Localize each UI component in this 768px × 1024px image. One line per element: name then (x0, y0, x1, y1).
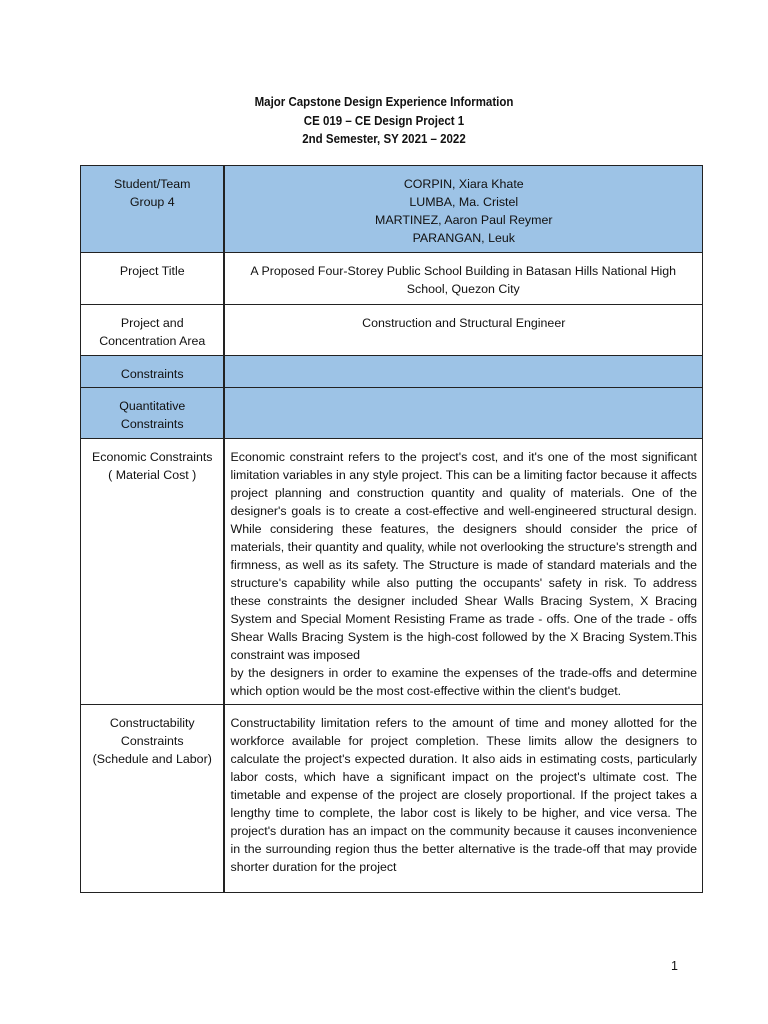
concentration-area-label: Project and Concentration Area (99, 316, 206, 348)
header-title: Major Capstone Design Experience Information (254, 95, 514, 109)
row-concentration-area (81, 305, 703, 356)
constructability-constraints-text: Constructability limitation refers to the amount of time and money allotted for the workforce available for project completion. These limits allow the designers to calculate the project's expected duration. It also aids in estimating costs, particularly labor costs, which have a significant impact on the project's ultimate cost. The timetable and expense of the project are closely proportional. If the project takes a lengthy time to complete, the labor cost is likely to be higher, and vice versa. The project's duration has an impact on the community because it causes inconvenience in the surrounding region thus the better alternative is the trade-off that may provide shorter duration for the project (230, 716, 697, 874)
constraints-label: Constraints (120, 367, 184, 381)
concentration-area-value: Construction and Structural Engineer (362, 316, 566, 330)
constructability-constraints-label: Constructability Constraints (Schedule and Labor) (92, 716, 212, 766)
row-constraints (81, 356, 703, 388)
team-member: CORPIN, Xiara Khate (403, 177, 524, 191)
page-number: 1 (671, 959, 678, 973)
header-semester: 2nd Semester, SY 2021 – 2022 (302, 132, 466, 146)
row-project-title (81, 253, 703, 305)
row-student-team (81, 166, 703, 253)
capstone-info-table (80, 165, 703, 893)
row-constructability-constraints (81, 705, 703, 893)
header-course: CE 019 – CE Design Project 1 (303, 113, 465, 128)
project-title-value: A Proposed Four-Storey Public School Building in Batasan Hills National High School, Quezon City (250, 264, 677, 296)
team-member: LUMBA, Ma. Cristel (409, 195, 519, 209)
team-member: PARANGAN, Leuk (412, 231, 515, 245)
team-members (225, 166, 703, 251)
quantitative-constraints-label: Quantitative Constraints (119, 399, 186, 431)
quantitative-constraints-value (225, 388, 703, 401)
economic-paragraph: Economic constraint refers to the project's cost, and it's one of the most significant limitation variables in any style project. This can be a limiting factor because it affects project planning and construction quantity and quality of materials. One of the designer's goals is to create a cost-effective and well-engineered structural design. While considering these features, the designers should consider the price of materials, their quantity and quality, while not overlooking the structure's strength and firmness, as well as its safety. The Structure is made of standard materials and the structure's capability while also putting the occupants' safety in risk. To address these constraints the designer included Shear Walls Bracing System, X Bracing System and Special Moment Resisting Frame as trade - offs. One of the trade - offs Shear Walls Bracing System is the high-cost followed by the X Bracing System.This constraint was imposed (230, 450, 697, 662)
project-title-label: Project Title (119, 264, 185, 278)
row-economic-constraints (81, 439, 703, 705)
row-quantitative-constraints (81, 388, 703, 439)
economic-constraints-label: Economic Constraints ( Material Cost ) (91, 450, 213, 482)
constraints-value (225, 356, 703, 369)
economic-paragraph: by the designers in order to examine the expenses of the trade-offs and determine which option would be the most cost-effective within the client's budget. (230, 666, 697, 698)
economic-constraints-text (225, 439, 703, 704)
document-header (31, 93, 738, 149)
student-team-label: Student/Team Group 4 (114, 177, 191, 209)
team-member: MARTINEZ, Aaron Paul Reymer (375, 213, 553, 227)
